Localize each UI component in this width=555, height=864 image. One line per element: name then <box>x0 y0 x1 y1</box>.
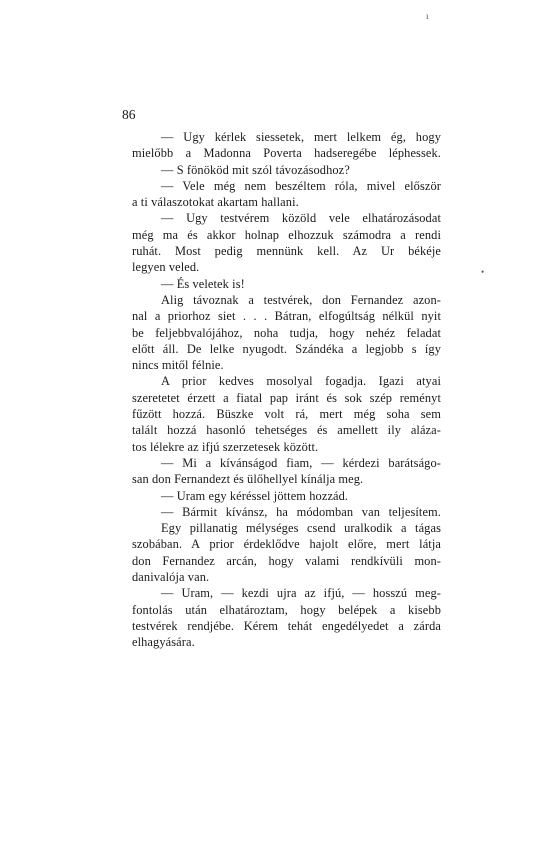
text-line: danivalója van. <box>132 570 210 585</box>
text-line: — Uram egy kéréssel jöttem hozzád. <box>161 488 349 503</box>
text-line: talált hozzá hasonló tehetséges és amellett ily aláza- <box>132 423 441 438</box>
body-text <box>132 129 441 651</box>
text-line: — Mi a kívánságod fiam, — kérdezi barátságo- <box>161 455 441 470</box>
text-line: ruhát. Most pedig mennünk kell. Az Ur békéje <box>132 244 441 259</box>
text-line: testvérek rendjébe. Kérem tehát engedélyedet a zárda <box>132 618 441 633</box>
text-line: a ti válaszotokat akartam hallani. <box>132 195 299 210</box>
text-line: — Uram, — kezdi ujra az ifjú, — hosszú meg- <box>161 586 441 601</box>
text-line: don Fernandez arcán, hogy valami rendkívüli mon- <box>132 553 441 568</box>
text-line: fontolás után elhatároztam, hogy belépek a kisebb <box>132 602 441 617</box>
text-line: elhagyására. <box>132 635 195 650</box>
text-line: még ma és akkor holnap elhozzuk számodra a rendi <box>132 227 441 242</box>
text-line: Alig távoznak a testvérek, don Fernandez azon- <box>161 292 441 307</box>
text-line: A prior kedves mosolyal fogadja. Igazi atyai <box>161 374 441 389</box>
text-line: tos lélekre az ifjú szerzetesek között. <box>132 439 319 454</box>
text-line: — Vele még nem beszéltem róla, mivel először <box>161 178 441 193</box>
text-line: szobában. A prior érdeklődve hajolt előre, mert látja <box>132 537 441 552</box>
text-line: — Bármit kívánsz, ha módomban van teljesítem. <box>161 504 441 519</box>
text-line: előtt áll. De lelke nyugodt. Szándéka a legjobb s így <box>132 341 441 356</box>
text-line: — Ugy testvérem közöld vele elhatározásodat <box>161 211 441 226</box>
stray-mark-side: • <box>481 267 485 277</box>
text-line: mielőbb a Madonna Poverta hadseregébe léphessek. <box>132 146 441 161</box>
text-line: be feljebbvalójához, noha tudja, hogy nehéz feladat <box>132 325 441 340</box>
text-line: fűzött hozzá. Büszke volt rá, mert még soha sem <box>132 407 441 422</box>
text-line: — És veletek is! <box>161 276 245 291</box>
text-line: Egy pillanatig mélységes csend uralkodik a tágas <box>161 521 441 536</box>
text-line: — Ugy kérlek siessetek, mert lelkem ég, hogy <box>161 130 441 144</box>
stray-mark-top: ı <box>426 11 429 21</box>
text-line: szeretetet érzett a fiatal pap iránt és sok szép reményt <box>132 390 441 405</box>
page-number: 86 <box>122 107 136 122</box>
text-line: san don Fernandezt és ülőhellyel kínálja meg. <box>132 472 364 487</box>
text-line: — S fönököd mit szól távozásodhoz? <box>161 162 350 177</box>
text-line: nincs mitől félnie. <box>132 358 224 373</box>
text-line: nal a priorhoz siet . . . Bátran, elfogúltság nélkül nyit <box>132 309 441 324</box>
text-line: legyen veled. <box>132 260 200 275</box>
